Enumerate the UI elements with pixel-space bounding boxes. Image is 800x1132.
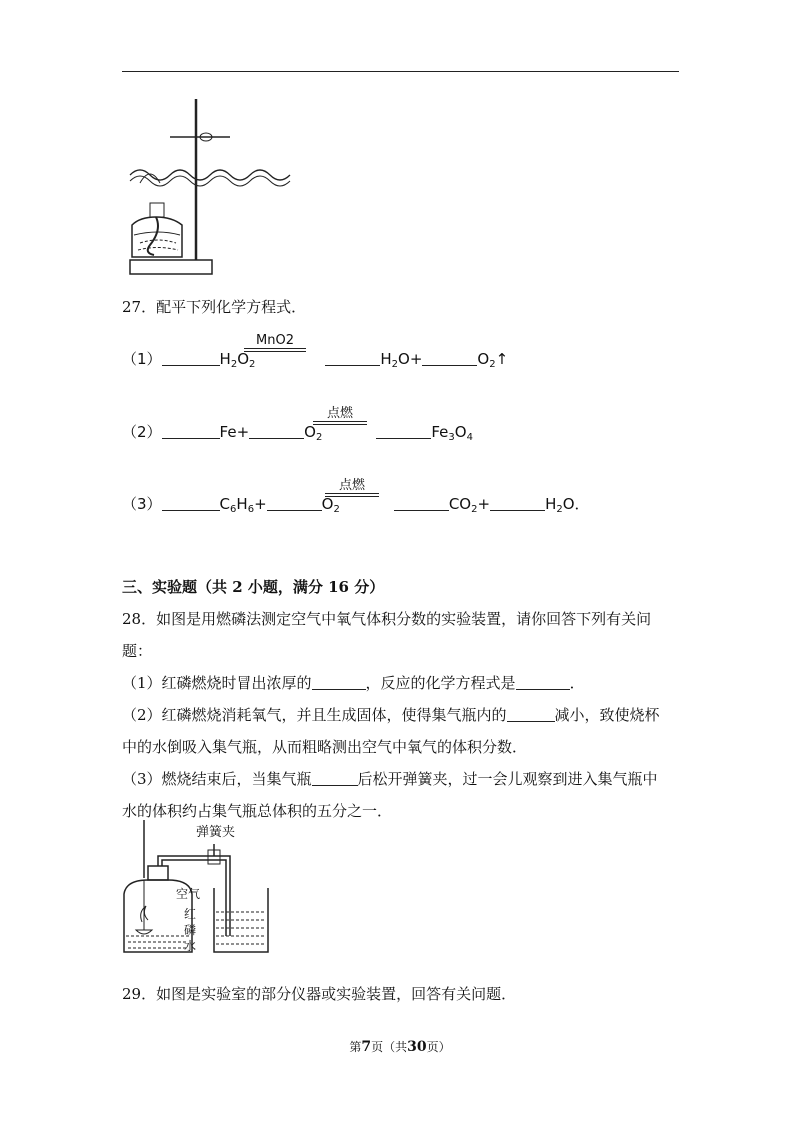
svg-text:红: 红 — [184, 907, 197, 921]
q28-part-3: （3）燃烧结束后，当集气瓶 后松开弹簧夹，过一会儿观察到进入集气瓶中 — [122, 770, 658, 788]
blank-4[interactable] — [162, 424, 220, 439]
q27-equation-2: （2） $Fe+ O_2$ $Fe_3O_4$ — [122, 423, 473, 443]
q28-line-1: 28．如图是用燃磷法测定空气中氧气体积分数的实验装置，请你回答下列有关问 — [122, 610, 652, 628]
q28-part-3-cont: 水的体积约占集气瓶总体积的五分之一． — [122, 802, 393, 820]
q27-equation-1: （1） $H_2O_2$ $H_2O+$ $O_2↑$ — [122, 350, 509, 370]
q28-line-2: 题： — [122, 642, 153, 660]
svg-text:水: 水 — [184, 939, 197, 953]
blank-13[interactable] — [507, 707, 555, 722]
q27-eq2-condition: 点燃 — [313, 407, 367, 425]
blank-1[interactable] — [162, 351, 220, 366]
q27-equation-3: （3） $C_6H_6+ O_2$ $CO_2+ H_2O$． — [122, 495, 590, 515]
heating-apparatus-figure — [120, 95, 300, 280]
q27-eq1-condition: MnO2 — [244, 334, 306, 352]
q28-part-1: （1）红磷燃烧时冒出浓厚的 ，反应的化学方程式是 ． — [122, 674, 585, 692]
blank-5[interactable] — [249, 424, 304, 439]
label-clip: 弹簧夹 — [196, 825, 236, 840]
q28-part-2-cont: 中的水倒吸入集气瓶，从而粗略测出空气中氧气的体积分数． — [122, 738, 528, 756]
page-footer: 第7页（共30页） — [349, 1039, 451, 1055]
blank-7[interactable] — [162, 496, 220, 511]
q28-part-2: （2）红磷燃烧消耗氧气，并且生成固体，使得集气瓶内的 减小，致使烧杯 — [122, 706, 660, 724]
blank-14[interactable] — [312, 771, 358, 786]
phosphorus-apparatus-figure — [118, 818, 278, 956]
q29-line-1: 29．如图是实验室的部分仪器或实验装置，回答有关问题． — [122, 985, 517, 1003]
header-rule — [122, 71, 679, 72]
q27-eq3-condition: 点燃 — [325, 479, 379, 497]
blank-2[interactable] — [325, 351, 380, 366]
blank-3[interactable] — [422, 351, 477, 366]
blank-6[interactable] — [376, 424, 431, 439]
section-3-title: 三、实验题（共 2 小题，满分 16 分） — [122, 578, 385, 596]
blank-9[interactable] — [394, 496, 449, 511]
blank-12[interactable] — [516, 675, 570, 690]
blank-11[interactable] — [312, 675, 366, 690]
blank-10[interactable] — [490, 496, 545, 511]
blank-8[interactable] — [267, 496, 322, 511]
svg-text:空气: 空气 — [176, 887, 201, 901]
q27-title: 27．配平下列化学方程式． — [122, 298, 307, 316]
svg-text:磷: 磷 — [184, 923, 197, 937]
